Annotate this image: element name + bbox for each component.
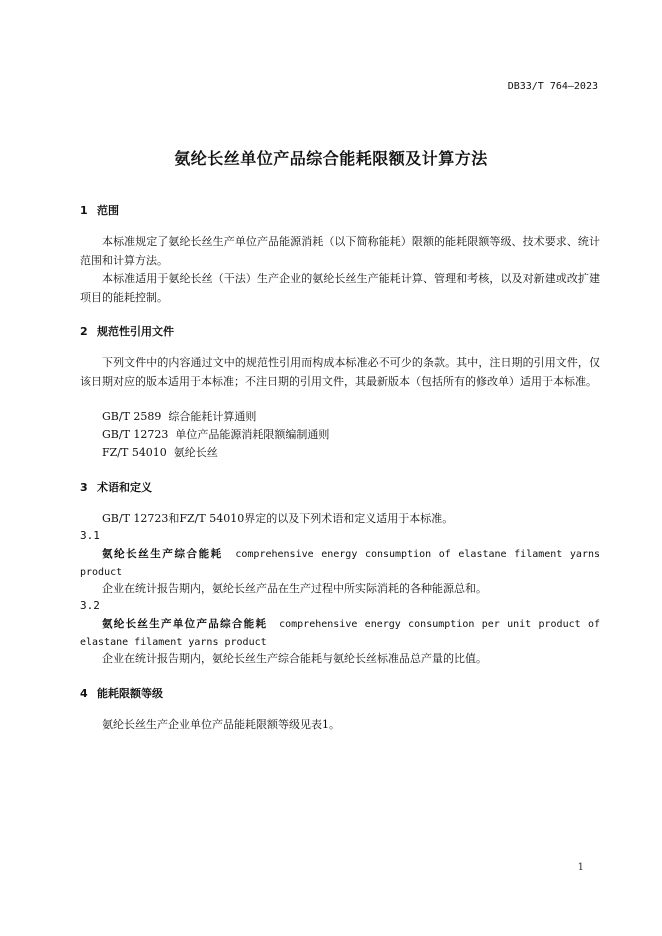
paragraph: 本标准适用于氨纶长丝（干法）生产企业的氨纶长丝生产能耗计算、管理和考核，以及对新建或改扩建项目的能耗控制。 [80, 272, 600, 304]
section-4-heading [80, 685, 163, 701]
section-1-heading [80, 202, 119, 218]
term-definition: 企业在统计报告期内，氨纶长丝生产综合能耗与氨纶长丝标准品总产量的比值。 [102, 652, 487, 665]
reference-item: GB/T 2589 综合能耗计算通则 [102, 410, 257, 423]
page-number: 1 [577, 862, 584, 873]
section-title: 规范性引用文件 [97, 325, 174, 338]
term-chinese: 氨纶长丝生产综合能耗 [102, 548, 223, 560]
section-3-heading [80, 479, 152, 495]
paragraph: 氨纶长丝生产企业单位产品能耗限额等级见表1。 [102, 718, 340, 731]
term-number: 3.1 [80, 529, 100, 542]
term-number: 3.2 [80, 599, 100, 612]
section-2-heading [80, 323, 174, 339]
paragraph: GB/T 12723和FZ/T 54010界定的以及下列术语和定义适用于本标准。 [102, 512, 454, 525]
term-entry [80, 615, 600, 652]
document-title: 氨纶长丝单位产品综合能耗限额及计算方法 [174, 149, 488, 168]
standard-code: DB33/T 764—2023 [507, 81, 598, 92]
paragraph: 本标准规定了氨纶长丝生产单位产品能源消耗（以下简称能耗）限额的能耗限额等级、技术要求、统计范围和计算方法。 [80, 235, 600, 267]
section-title: 术语和定义 [97, 481, 152, 494]
section-number: 2 [80, 325, 88, 338]
section-title: 能耗限额等级 [97, 687, 163, 700]
reference-item: FZ/T 54010 氨纶长丝 [102, 446, 218, 459]
section-number: 3 [80, 481, 88, 494]
term-entry [80, 545, 600, 582]
section-number: 4 [80, 687, 88, 700]
paragraph: 下列文件中的内容通过文中的规范性引用而构成本标准必不可少的条款。其中，注日期的引用文件，仅该日期对应的版本适用于本标准；不注日期的引用文件，其最新版本（包括所有的修改单）适用于本标准。 [80, 356, 600, 388]
term-english: comprehensive energy consumption of elastane filament yarns product [80, 549, 601, 578]
term-english: comprehensive energy consumption per unit product of elastane filament yarns product [80, 619, 600, 648]
term-chinese: 氨纶长丝生产单位产品综合能耗 [102, 618, 268, 630]
section-number: 1 [80, 204, 88, 217]
reference-item: GB/T 12723 单位产品能源消耗限额编制通则 [102, 428, 330, 441]
term-definition: 企业在统计报告期内，氨纶长丝产品在生产过程中所实际消耗的各种能源总和。 [102, 582, 487, 595]
section-title: 范围 [97, 204, 119, 217]
